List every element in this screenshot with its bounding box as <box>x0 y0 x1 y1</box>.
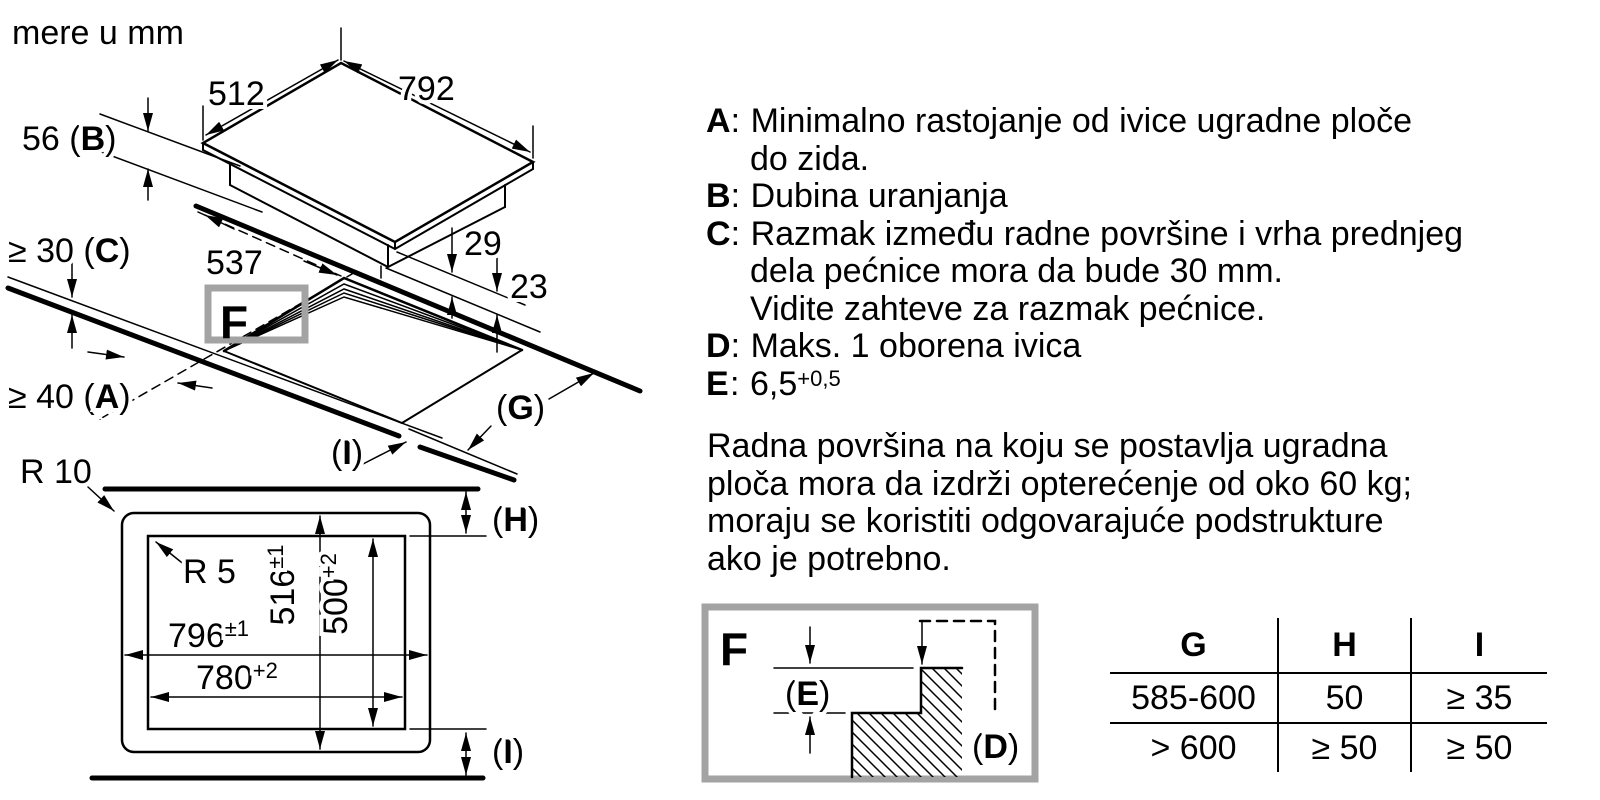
dim-i-label: (I) <box>331 434 364 472</box>
cell-i-1: ≥ 35 <box>1411 673 1547 723</box>
cell-g-1: 585-600 <box>1110 673 1278 723</box>
plan-labels <box>20 453 539 771</box>
cell-h-1: 50 <box>1278 673 1411 723</box>
wall-edge-line <box>196 206 640 391</box>
dim-56b-label: 56 (B) <box>22 120 117 158</box>
dim-512-label: 512 <box>208 75 265 113</box>
dim-780-label: $780^{+2}$ <box>196 658 278 697</box>
dim-e-label: (E) <box>785 675 831 713</box>
legend-text: dela pećnice mora da bude 30 mm. <box>750 252 1283 290</box>
dim-40a-label: ≥ 40 (A) <box>8 378 131 416</box>
dim-i-plan-label: (I) <box>492 733 525 771</box>
dim-h-label: (H) <box>492 501 540 539</box>
legend-item-e: E: $6,5^{+0,5}$ <box>706 364 841 403</box>
load-note-line: moraju se koristiti odgovarajuće podstrukture <box>707 502 1384 540</box>
f-callout-label: F <box>220 296 249 348</box>
radius-r10-label: R 10 <box>20 453 92 491</box>
detail-f-box <box>700 600 1040 785</box>
table-row <box>1110 673 1547 723</box>
plan-view <box>88 487 486 778</box>
worktop-section-hatch <box>852 668 962 777</box>
legend-text: do zida. <box>750 139 870 178</box>
dim-516-label: $516^{\pm 1}$ <box>263 544 302 626</box>
detail-f-label: F <box>720 623 749 675</box>
dim-537-label: 537 <box>206 244 263 282</box>
legend-text: Maks. 1 oborena ivica <box>750 327 1082 365</box>
dim-500-label: $500^{+2}$ <box>316 553 355 635</box>
dim-792-label: 792 <box>398 70 455 108</box>
table-header-row <box>1110 618 1547 673</box>
legend-item-d: D: Maks. 1 oborena ivica <box>706 327 1082 365</box>
legend-item-b: B: Dubina uranjanja <box>706 177 1008 215</box>
load-note-line: ako je potrebno. <box>707 539 951 578</box>
dim-g-label: (G) <box>496 389 546 427</box>
page-title: mere u mm <box>12 14 184 52</box>
table-row <box>1110 723 1547 772</box>
legend-text: Razmak između radne površine i vrha prednjeg <box>750 214 1464 253</box>
legend-text: Dubina uranjanja <box>750 177 1008 215</box>
dim-d-label: (D) <box>972 728 1020 766</box>
dim-30c-label: ≥ 30 (C) <box>8 232 131 270</box>
legend-value-tolerance: +0,5 <box>797 365 841 391</box>
legend-text: Minimalno rastojanje od ivice ugradne ploče <box>750 102 1413 140</box>
cell-g-2: > 600 <box>1150 728 1237 767</box>
cell-h-2: ≥ 50 <box>1278 723 1411 772</box>
spacing-table <box>1110 618 1547 772</box>
legend-text: Vidite zahteve za razmak pećnice. <box>750 289 1266 328</box>
legend-value: 6,5 <box>750 364 798 403</box>
load-note <box>707 428 1412 578</box>
dim-796-label: $796^{\pm 1}$ <box>168 616 250 655</box>
dim-29-label: 29 <box>464 225 502 263</box>
installation-drawing <box>0 0 700 800</box>
col-header-g: G <box>1110 618 1278 673</box>
dim-23-label: 23 <box>510 268 548 306</box>
legend <box>706 103 1463 403</box>
col-header-h: H <box>1278 618 1411 673</box>
dim-i-leader <box>363 442 406 464</box>
radius-r5-label: R 5 <box>183 553 236 591</box>
legend-item-a: A: Minimalno rastojanje od ivice ugradne ploče <box>706 102 1413 140</box>
legend-item-c: C: Razmak između radne površine i vrha prednjeg <box>706 214 1464 253</box>
load-note-line: ploča mora da izdrži opterećenje od oko 60 kg; <box>707 464 1412 503</box>
cell-i-2: ≥ 50 <box>1411 723 1547 772</box>
col-header-i: I <box>1411 618 1547 673</box>
load-note-line: Radna površina na koju se postavlja ugradna <box>707 427 1388 465</box>
